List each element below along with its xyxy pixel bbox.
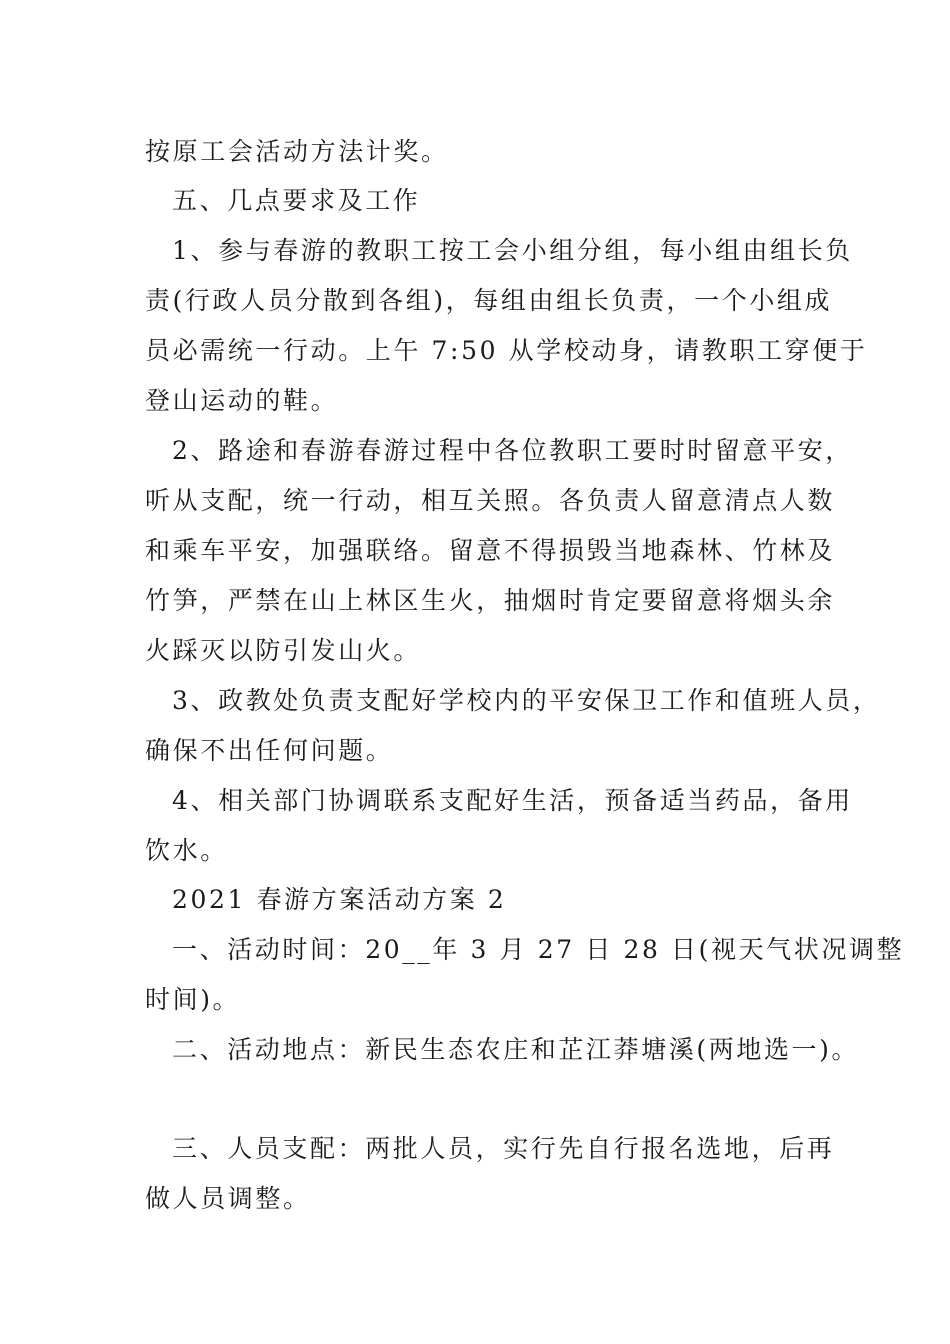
text-line: 和乘车平安，加强联络。留意不得损毁当地森林、竹林及 [145,536,836,565]
text-line: 登山运动的鞋。 [145,386,339,415]
text-line: 三、人员支配：两批人员，实行先自行报名选地，后再 [172,1134,835,1163]
text-line: 4、相关部门协调联系支配好生活，预备适当药品，备用 [172,786,853,815]
text-line: 按原工会活动方法计奖。 [145,137,449,166]
text-line: 时间)。 [145,985,241,1014]
text-line: 一、活动时间：20__年 3 月 27 日 28 日(视天气状况调整 [172,935,905,964]
text-line: 二、活动地点：新民生态农庄和芷江莽塘溪(两地选一)。 [172,1035,860,1064]
text-line: 听从支配，统一行动，相互关照。各负责人留意清点人数 [145,486,836,515]
text-line: 1、参与春游的教职工按工会小组分组，每小组由组长负 [172,236,853,265]
section-heading: 五、几点要求及工作 [172,186,421,215]
text-line: 做人员调整。 [145,1184,311,1213]
text-line: 竹笋，严禁在山上林区生火，抽烟时肯定要留意将烟头余 [145,586,836,615]
text-line: 确保不出任何问题。 [145,736,394,765]
text-line: 饮水。 [145,836,228,865]
text-line: 3、政教处负责支配好学校内的平安保卫工作和值班人员， [172,686,881,715]
text-line: 2、路途和春游春游过程中各位教职工要时时留意平安， [172,436,853,465]
text-line: 责(行政人员分散到各组)，每组由组长负责，一个小组成 [145,286,833,315]
text-line: 员必需统一行动。上午 7:50 从学校动身，请教职工穿便于 [145,336,868,365]
section-title: 2021 春游方案活动方案 2 [172,885,507,914]
text-line: 火踩灭以防引发山火。 [145,636,422,665]
